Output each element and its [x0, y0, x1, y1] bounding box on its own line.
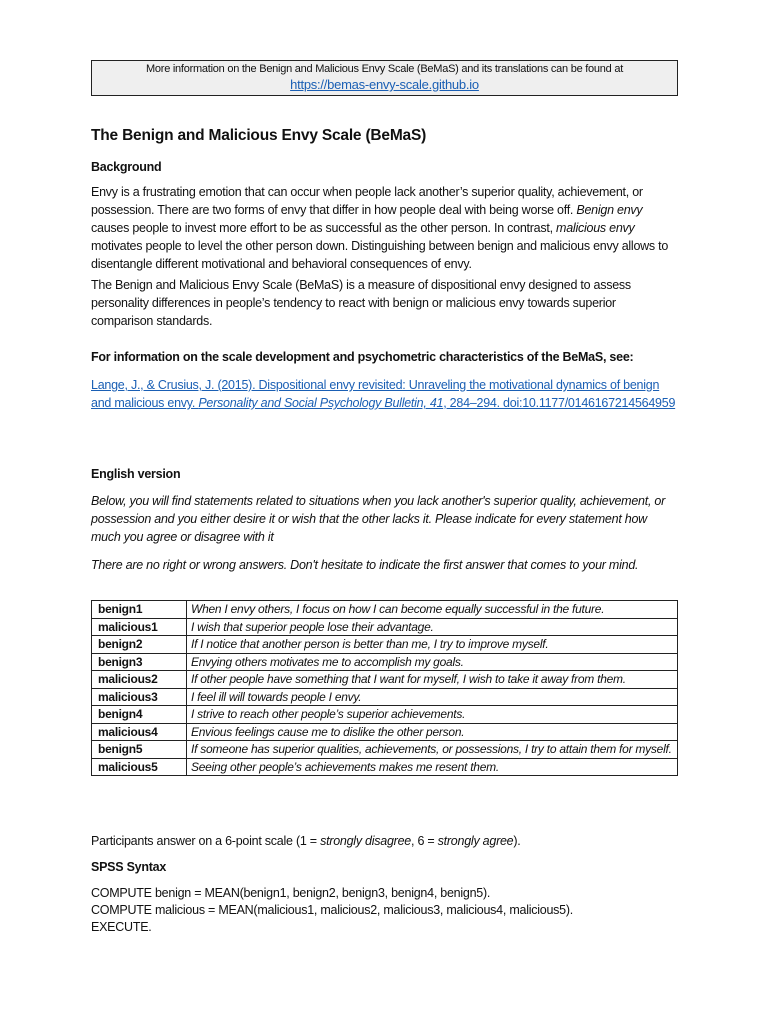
- page-title: The Benign and Malicious Envy Scale (BeMaS): [91, 127, 427, 144]
- text: Lange, J., & Crusius, J. (2015). Dispositional envy revisited: Unraveling the motivational dynamics of benign and malicious envy.: [91, 378, 660, 410]
- text: Participants answer on a 6-point scale (1 =: [91, 834, 321, 848]
- syntax-line: COMPUTE benign = MEAN(benign1, benign2, benign3, benign4, benign5).: [91, 886, 491, 900]
- table-row: [92, 618, 678, 636]
- reference-intro: For information on the scale development and psychometric characteristics of the BeMaS, see:: [91, 350, 634, 364]
- table-row: [92, 636, 678, 654]
- item-text: Envious feelings cause me to dislike the other person.: [187, 723, 678, 741]
- background-paragraph: [91, 183, 678, 273]
- journal: Personality and Social Psychology Bulletin, 41: [198, 396, 444, 410]
- text: , 6 =: [411, 834, 438, 848]
- item-code: benign5: [92, 741, 187, 759]
- item-code: benign2: [92, 636, 187, 654]
- malicious-envy-term: malicious envy: [556, 221, 635, 235]
- item-text: If someone has superior qualities, achievements, or possessions, I try to attain them for myself.: [187, 741, 678, 759]
- benign-envy-term: Benign envy: [576, 203, 643, 217]
- website-link[interactable]: https://bemas-envy-scale.github.io: [290, 77, 479, 92]
- table-row: [92, 653, 678, 671]
- table-row: [92, 601, 678, 619]
- item-code: benign1: [92, 601, 187, 619]
- spss-syntax: [91, 885, 678, 936]
- item-text: When I envy others, I focus on how I can become equally successful in the future.: [187, 601, 678, 619]
- bemas-paragraph: The Benign and Malicious Envy Scale (BeMaS) is a measure of dispositional envy designed to assess personality differences in people’s tendency to react with benign or malicious envy towards superior comparison standards.: [91, 278, 631, 328]
- item-code: malicious3: [92, 688, 187, 706]
- text: , 284–294. doi:10.1177/0146167214564959: [443, 396, 676, 410]
- table-row: [92, 706, 678, 724]
- item-text: I strive to reach other people’s superior achievements.: [187, 706, 678, 724]
- text: causes people to invest more effort to be as successful as the other person. In contrast,: [91, 221, 557, 235]
- items-table-wrap: [91, 600, 678, 776]
- scale-description: [91, 832, 678, 850]
- citation-link[interactable]: [91, 376, 678, 412]
- item-code: benign4: [92, 706, 187, 724]
- table-row: [92, 723, 678, 741]
- table-row: [92, 671, 678, 689]
- english-heading: English version: [91, 467, 181, 481]
- text: motivates people to level the other person down. Distinguishing between benign and malicious envy allows to disentangle different motivational and behavioral consequences of envy.: [91, 239, 669, 271]
- syntax-line: EXECUTE.: [91, 920, 152, 934]
- text: ).: [513, 834, 521, 848]
- item-text: If other people have something that I want for myself, I wish to take it away from them.: [187, 671, 678, 689]
- item-text: I feel ill will towards people I envy.: [187, 688, 678, 706]
- instructions-note: There are no right or wrong answers. Don't hesitate to indicate the first answer that comes to your mind.: [91, 558, 639, 572]
- table-row: [92, 741, 678, 759]
- item-text: If I notice that another person is better than me, I try to improve myself.: [187, 636, 678, 654]
- item-text: Seeing other people’s achievements makes me resent them.: [187, 758, 678, 776]
- text: Envy is a frustrating emotion that can occur when people lack another’s superior quality, achievement, or possession. There are two forms of envy that differ in how people deal with being worse off.: [91, 185, 643, 217]
- background-heading: Background: [91, 160, 162, 174]
- item-text: Envying others motivates me to accomplish my goals.: [187, 653, 678, 671]
- item-code: malicious1: [92, 618, 187, 636]
- info-box: [91, 60, 678, 96]
- item-code: benign3: [92, 653, 187, 671]
- items-table: [91, 600, 678, 776]
- info-text: More information on the Benign and Malicious Envy Scale (BeMaS) and its translations can be found at: [146, 63, 623, 75]
- text: strongly agree: [437, 834, 514, 848]
- item-code: malicious4: [92, 723, 187, 741]
- spss-heading: SPSS Syntax: [91, 860, 167, 874]
- table-row: [92, 758, 678, 776]
- table-row: [92, 688, 678, 706]
- syntax-line: COMPUTE malicious = MEAN(malicious1, malicious2, malicious3, malicious4, malicious5).: [91, 903, 574, 917]
- item-code: malicious2: [92, 671, 187, 689]
- item-text: I wish that superior people lose their advantage.: [187, 618, 678, 636]
- instructions: Below, you will find statements related to situations when you lack another's superior quality, achievement, or possession and you either desire it or wish that the other lacks it. Please indicate for every statement how much you agree or disagree with it: [91, 494, 666, 544]
- text: strongly disagree: [320, 834, 412, 848]
- item-code: malicious5: [92, 758, 187, 776]
